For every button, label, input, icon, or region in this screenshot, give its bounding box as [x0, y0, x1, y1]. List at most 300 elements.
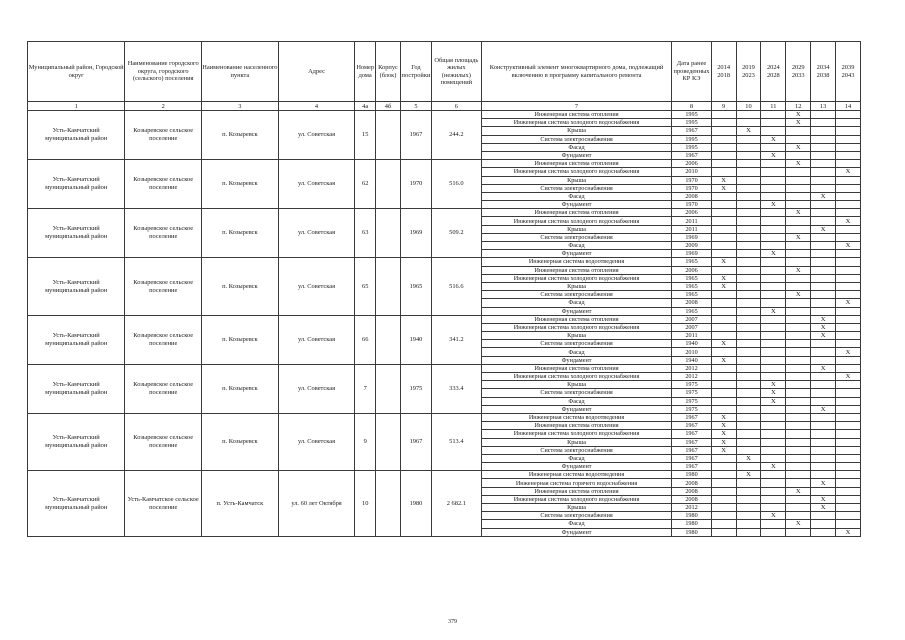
period-mark-cell: [711, 405, 736, 413]
structural-element-cell: Система электроснабжения: [481, 184, 672, 192]
period-mark-cell: [786, 479, 811, 487]
period-mark-cell: X: [786, 233, 811, 241]
structural-element-cell: Инженерная система водоотведения: [481, 413, 672, 421]
settlement-cell: Козыревское сельское поселение: [125, 258, 202, 315]
period-mark-cell: [736, 364, 761, 372]
header-period-2014-2018: 2014 2018: [711, 42, 736, 102]
period-mark-cell: [761, 364, 786, 372]
column-number: 14: [836, 102, 861, 111]
period-mark-cell: [836, 119, 861, 127]
structural-element-cell: Инженерная система холодного водоснабжения: [481, 168, 672, 176]
structural-element-cell: Фундамент: [481, 463, 672, 471]
period-mark-cell: [786, 512, 811, 520]
previous-repair-date-cell: 1965: [672, 258, 711, 266]
column-number: 4б: [376, 102, 401, 111]
previous-repair-date-cell: 2008: [672, 487, 711, 495]
structural-element-cell: Фасад: [481, 348, 672, 356]
period-mark-cell: X: [811, 405, 836, 413]
period-mark-cell: X: [711, 184, 736, 192]
previous-repair-date-cell: 1967: [672, 438, 711, 446]
period-mark-cell: X: [711, 282, 736, 290]
column-number: 13: [811, 102, 836, 111]
period-mark-cell: [761, 340, 786, 348]
period-mark-cell: [836, 192, 861, 200]
period-mark-cell: X: [761, 201, 786, 209]
period-mark-cell: [836, 160, 861, 168]
street-address-cell: ул. Советская: [278, 209, 355, 258]
previous-repair-date-cell: 1975: [672, 397, 711, 405]
period-mark-cell: [711, 332, 736, 340]
period-mark-cell: [761, 168, 786, 176]
period-mark-cell: [711, 389, 736, 397]
municipal-district-cell: Усть-Камчатский муниципальный район: [28, 315, 125, 364]
period-mark-cell: [736, 332, 761, 340]
previous-repair-date-cell: 1970: [672, 176, 711, 184]
table-row: [28, 471, 861, 479]
living-area-cell: 244.2: [432, 111, 482, 160]
previous-repair-date-cell: 1967: [672, 430, 711, 438]
period-mark-cell: [836, 364, 861, 372]
period-mark-cell: [836, 512, 861, 520]
period-mark-cell: [786, 356, 811, 364]
period-mark-cell: [836, 463, 861, 471]
locality-cell: п. Усть-Камчатск: [202, 471, 279, 537]
period-mark-cell: [786, 315, 811, 323]
year-built-cell: 1965: [400, 258, 431, 315]
column-number: 8: [672, 102, 711, 111]
period-mark-cell: [786, 299, 811, 307]
year-built-cell: 1967: [400, 111, 431, 160]
period-mark-cell: [761, 356, 786, 364]
period-mark-cell: [836, 307, 861, 315]
period-mark-cell: [761, 258, 786, 266]
table-body: [28, 111, 861, 537]
period-mark-cell: [786, 242, 811, 250]
period-mark-cell: [836, 479, 861, 487]
previous-repair-date-cell: 2008: [672, 479, 711, 487]
period-mark-cell: [811, 373, 836, 381]
period-mark-cell: [736, 192, 761, 200]
period-mark-cell: [786, 250, 811, 258]
period-mark-cell: [786, 217, 811, 225]
period-mark-cell: [786, 274, 811, 282]
structural-element-cell: Инженерная система отопления: [481, 364, 672, 372]
previous-repair-date-cell: 1967: [672, 151, 711, 159]
period-mark-cell: [836, 274, 861, 282]
period-mark-cell: [736, 373, 761, 381]
period-mark-cell: [836, 151, 861, 159]
period-mark-cell: [736, 258, 761, 266]
period-mark-cell: [836, 381, 861, 389]
period-mark-cell: X: [736, 127, 761, 135]
period-mark-cell: [736, 242, 761, 250]
period-mark-cell: [711, 528, 736, 536]
period-mark-cell: [711, 168, 736, 176]
structural-element-cell: Инженерная система холодного водоснабжения: [481, 119, 672, 127]
previous-repair-date-cell: 2011: [672, 332, 711, 340]
previous-repair-date-cell: 1965: [672, 274, 711, 282]
building-cell: [376, 413, 401, 470]
period-mark-cell: [711, 315, 736, 323]
period-mark-cell: [736, 438, 761, 446]
period-mark-cell: X: [836, 348, 861, 356]
period-mark-cell: X: [761, 250, 786, 258]
period-mark-cell: [761, 111, 786, 119]
period-mark-cell: [711, 348, 736, 356]
period-mark-cell: [711, 299, 736, 307]
period-mark-cell: X: [761, 307, 786, 315]
period-mark-cell: [811, 340, 836, 348]
municipal-district-cell: Усть-Камчатский муниципальный район: [28, 413, 125, 470]
period-mark-cell: [736, 315, 761, 323]
street-address-cell: ул. Советская: [278, 413, 355, 470]
column-number: 3: [202, 102, 279, 111]
settlement-cell: Усть-Камчатское сельское поселение: [125, 471, 202, 537]
period-mark-cell: X: [811, 364, 836, 372]
period-mark-cell: [711, 463, 736, 471]
settlement-cell: Козыревское сельское поселение: [125, 364, 202, 413]
structural-element-cell: Инженерная система отопления: [481, 315, 672, 323]
structural-element-cell: Фундамент: [481, 151, 672, 159]
period-mark-cell: [761, 291, 786, 299]
period-mark-cell: [736, 340, 761, 348]
structural-element-cell: Крыша: [481, 225, 672, 233]
period-mark-cell: X: [711, 176, 736, 184]
period-mark-cell: [761, 495, 786, 503]
previous-repair-date-cell: 1995: [672, 111, 711, 119]
period-mark-cell: [761, 315, 786, 323]
structural-element-cell: Инженерная система холодного водоснабжения: [481, 323, 672, 331]
period-mark-cell: X: [786, 487, 811, 495]
building-cell: [376, 111, 401, 160]
period-mark-cell: X: [761, 381, 786, 389]
settlement-cell: Козыревское сельское поселение: [125, 209, 202, 258]
settlement-cell: Козыревское сельское поселение: [125, 413, 202, 470]
period-mark-cell: [736, 422, 761, 430]
period-mark-cell: [761, 528, 786, 536]
municipal-district-cell: Усть-Камчатский муниципальный район: [28, 258, 125, 315]
period-mark-cell: [711, 127, 736, 135]
period-mark-cell: [836, 430, 861, 438]
structural-element-cell: Инженерная система холодного водоснабжения: [481, 217, 672, 225]
year-built-cell: 1940: [400, 315, 431, 364]
previous-repair-date-cell: 1970: [672, 201, 711, 209]
period-mark-cell: [836, 446, 861, 454]
table-row: [28, 315, 861, 323]
period-mark-cell: X: [761, 512, 786, 520]
building-cell: [376, 364, 401, 413]
period-mark-cell: [711, 266, 736, 274]
period-mark-cell: [836, 184, 861, 192]
structural-element-cell: Крыша: [481, 332, 672, 340]
locality-cell: п. Козыревск: [202, 364, 279, 413]
previous-repair-date-cell: 1980: [672, 471, 711, 479]
municipal-district-cell: Усть-Камчатский муниципальный район: [28, 471, 125, 537]
period-mark-cell: [786, 389, 811, 397]
period-mark-cell: [811, 119, 836, 127]
street-address-cell: ул. 60 лет Октября: [278, 471, 355, 537]
structural-element-cell: Инженерная система отопления: [481, 422, 672, 430]
living-area-cell: 516.6: [432, 258, 482, 315]
period-mark-cell: X: [761, 389, 786, 397]
period-mark-cell: [786, 446, 811, 454]
previous-repair-date-cell: 1975: [672, 405, 711, 413]
period-mark-cell: [736, 160, 761, 168]
table-row: [28, 160, 861, 168]
period-mark-cell: [836, 225, 861, 233]
period-mark-cell: X: [711, 422, 736, 430]
period-mark-cell: X: [786, 111, 811, 119]
period-mark-cell: [836, 405, 861, 413]
period-mark-cell: [711, 217, 736, 225]
header-previous-repair-date: Дата ранее проведенных КР КЭ: [672, 42, 711, 102]
previous-repair-date-cell: 2009: [672, 242, 711, 250]
period-mark-cell: [836, 250, 861, 258]
previous-repair-date-cell: 1980: [672, 528, 711, 536]
period-mark-cell: [761, 323, 786, 331]
period-mark-cell: [761, 413, 786, 421]
period-mark-cell: [811, 274, 836, 282]
previous-repair-date-cell: 2010: [672, 348, 711, 356]
period-mark-cell: [711, 323, 736, 331]
locality-cell: п. Козыревск: [202, 111, 279, 160]
period-mark-cell: [786, 176, 811, 184]
period-mark-cell: [811, 143, 836, 151]
period-mark-cell: [711, 520, 736, 528]
structural-element-cell: Фасад: [481, 242, 672, 250]
period-mark-cell: [761, 299, 786, 307]
column-number: 7: [481, 102, 672, 111]
period-mark-cell: X: [786, 209, 811, 217]
structural-element-cell: Фасад: [481, 454, 672, 462]
period-mark-cell: [761, 209, 786, 217]
column-number: 4: [278, 102, 355, 111]
period-mark-cell: [711, 201, 736, 209]
structural-element-cell: Фасад: [481, 143, 672, 151]
locality-cell: п. Козыревск: [202, 160, 279, 209]
table-row: [28, 258, 861, 266]
year-built-cell: 1980: [400, 471, 431, 537]
period-mark-cell: [786, 184, 811, 192]
period-mark-cell: X: [836, 168, 861, 176]
header-period-2019-2023: 2019 2023: [736, 42, 761, 102]
period-mark-cell: [736, 266, 761, 274]
period-mark-cell: [761, 471, 786, 479]
previous-repair-date-cell: 2008: [672, 299, 711, 307]
period-mark-cell: [811, 111, 836, 119]
period-mark-cell: [711, 135, 736, 143]
previous-repair-date-cell: 1980: [672, 520, 711, 528]
period-mark-cell: [786, 340, 811, 348]
structural-element-cell: Фундамент: [481, 528, 672, 536]
period-mark-cell: [711, 307, 736, 315]
period-mark-cell: X: [711, 258, 736, 266]
period-mark-cell: [836, 282, 861, 290]
period-mark-cell: [811, 397, 836, 405]
column-number: 4а: [355, 102, 376, 111]
structural-element-cell: Инженерная система отопления: [481, 111, 672, 119]
period-mark-cell: [786, 201, 811, 209]
period-mark-cell: [761, 225, 786, 233]
period-mark-cell: [736, 168, 761, 176]
period-mark-cell: [711, 471, 736, 479]
period-mark-cell: [786, 430, 811, 438]
period-mark-cell: [811, 454, 836, 462]
period-mark-cell: [811, 151, 836, 159]
period-mark-cell: X: [811, 332, 836, 340]
header-locality: Наименование населенного пункта: [202, 42, 279, 102]
table-row: [28, 209, 861, 217]
previous-repair-date-cell: 2008: [672, 495, 711, 503]
period-mark-cell: X: [811, 323, 836, 331]
column-number: 1: [28, 102, 125, 111]
period-mark-cell: X: [711, 446, 736, 454]
period-mark-cell: [836, 209, 861, 217]
period-mark-cell: [761, 405, 786, 413]
table-row: [28, 364, 861, 372]
period-mark-cell: [836, 176, 861, 184]
period-mark-cell: X: [811, 495, 836, 503]
building-cell: [376, 315, 401, 364]
period-mark-cell: X: [836, 373, 861, 381]
period-mark-cell: [736, 504, 761, 512]
period-mark-cell: [786, 381, 811, 389]
living-area-cell: 516.0: [432, 160, 482, 209]
period-mark-cell: [736, 176, 761, 184]
previous-repair-date-cell: 2007: [672, 315, 711, 323]
structural-element-cell: Фасад: [481, 299, 672, 307]
period-mark-cell: [761, 217, 786, 225]
period-mark-cell: [736, 233, 761, 241]
period-mark-cell: [711, 487, 736, 495]
period-mark-cell: [811, 242, 836, 250]
locality-cell: п. Козыревск: [202, 413, 279, 470]
period-mark-cell: [786, 307, 811, 315]
previous-repair-date-cell: 2012: [672, 504, 711, 512]
period-mark-cell: [736, 512, 761, 520]
period-mark-cell: [711, 364, 736, 372]
period-mark-cell: [836, 332, 861, 340]
period-mark-cell: [736, 274, 761, 282]
locality-cell: п. Козыревск: [202, 315, 279, 364]
previous-repair-date-cell: 1967: [672, 463, 711, 471]
period-mark-cell: [811, 176, 836, 184]
structural-element-cell: Крыша: [481, 438, 672, 446]
period-mark-cell: X: [811, 315, 836, 323]
period-mark-cell: [786, 332, 811, 340]
period-mark-cell: [711, 242, 736, 250]
period-mark-cell: [786, 504, 811, 512]
structural-element-cell: Инженерная система холодного водоснабжения: [481, 274, 672, 282]
period-mark-cell: [836, 201, 861, 209]
period-mark-cell: [811, 487, 836, 495]
period-mark-cell: [786, 422, 811, 430]
previous-repair-date-cell: 1975: [672, 381, 711, 389]
period-mark-cell: [836, 127, 861, 135]
period-mark-cell: [761, 438, 786, 446]
previous-repair-date-cell: 1965: [672, 291, 711, 299]
period-mark-cell: [811, 438, 836, 446]
period-mark-cell: [836, 233, 861, 241]
living-area-cell: 341.2: [432, 315, 482, 364]
period-mark-cell: [736, 348, 761, 356]
period-mark-cell: [786, 463, 811, 471]
period-mark-cell: [736, 495, 761, 503]
structural-element-cell: Фасад: [481, 192, 672, 200]
structural-element-cell: Фундамент: [481, 356, 672, 364]
period-mark-cell: [836, 340, 861, 348]
header-address: Адрес: [278, 42, 355, 102]
header-municipal-district: Муниципальный район, Городской округ: [28, 42, 125, 102]
period-mark-cell: [811, 413, 836, 421]
period-mark-cell: [761, 119, 786, 127]
period-mark-cell: [736, 225, 761, 233]
period-mark-cell: X: [811, 479, 836, 487]
period-mark-cell: [836, 495, 861, 503]
period-mark-cell: [836, 323, 861, 331]
period-mark-cell: [811, 389, 836, 397]
period-mark-cell: [811, 209, 836, 217]
period-mark-cell: X: [786, 143, 811, 151]
period-mark-cell: X: [711, 356, 736, 364]
period-mark-cell: [761, 242, 786, 250]
period-mark-cell: X: [711, 413, 736, 421]
period-mark-cell: [811, 422, 836, 430]
period-mark-cell: [786, 258, 811, 266]
previous-repair-date-cell: 2011: [672, 225, 711, 233]
period-mark-cell: [711, 209, 736, 217]
period-mark-cell: [711, 233, 736, 241]
period-mark-cell: [736, 217, 761, 225]
period-mark-cell: [736, 479, 761, 487]
period-mark-cell: X: [836, 242, 861, 250]
period-mark-cell: X: [811, 504, 836, 512]
structural-element-cell: Фундамент: [481, 405, 672, 413]
period-mark-cell: [811, 463, 836, 471]
period-mark-cell: [836, 397, 861, 405]
period-mark-cell: [761, 520, 786, 528]
previous-repair-date-cell: 2012: [672, 364, 711, 372]
period-mark-cell: [811, 135, 836, 143]
period-mark-cell: X: [836, 217, 861, 225]
page-number: 379: [448, 619, 457, 625]
column-number: 9: [711, 102, 736, 111]
structural-element-cell: Система электроснабжения: [481, 512, 672, 520]
period-mark-cell: [836, 356, 861, 364]
previous-repair-date-cell: 2011: [672, 217, 711, 225]
period-mark-cell: [711, 373, 736, 381]
period-mark-cell: [811, 348, 836, 356]
period-mark-cell: [836, 454, 861, 462]
living-area-cell: 333.4: [432, 364, 482, 413]
previous-repair-date-cell: 2007: [672, 323, 711, 331]
period-mark-cell: [711, 119, 736, 127]
street-address-cell: ул. Советская: [278, 315, 355, 364]
period-mark-cell: [736, 323, 761, 331]
previous-repair-date-cell: 2006: [672, 209, 711, 217]
period-mark-cell: [711, 479, 736, 487]
period-mark-cell: [836, 258, 861, 266]
structural-element-cell: Инженерная система холодного водоснабжения: [481, 430, 672, 438]
period-mark-cell: [711, 143, 736, 151]
period-mark-cell: [761, 176, 786, 184]
previous-repair-date-cell: 2010: [672, 168, 711, 176]
period-mark-cell: X: [761, 151, 786, 159]
period-mark-cell: [711, 512, 736, 520]
previous-repair-date-cell: 1995: [672, 119, 711, 127]
period-mark-cell: [736, 389, 761, 397]
capital-repair-table: [27, 41, 861, 537]
